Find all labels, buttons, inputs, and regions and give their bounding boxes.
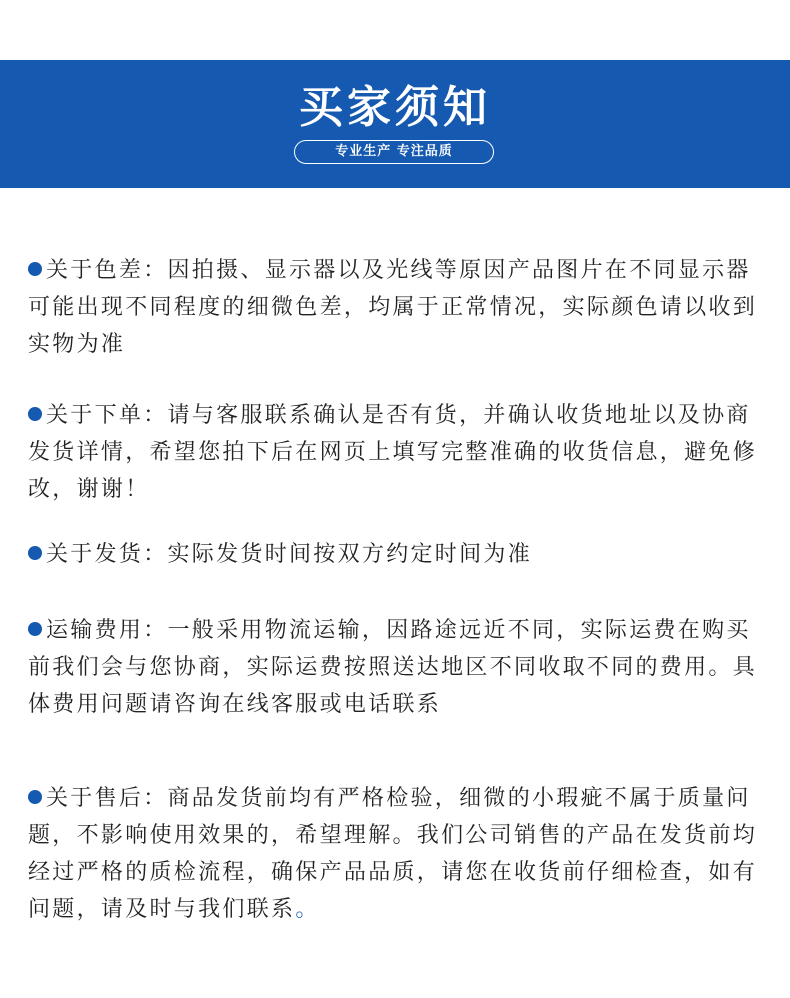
notice-after-sales xyxy=(28,780,768,928)
bullet-dot-icon xyxy=(28,622,42,636)
notice-ordering xyxy=(28,397,768,508)
bullet-dot-icon xyxy=(28,546,42,560)
notice-shipping xyxy=(28,536,768,573)
notice-text: 关于发货：实际发货时间按双方约定时间为准 xyxy=(46,542,533,567)
bullet-dot-icon xyxy=(28,407,42,421)
tagline-badge: 专业生产 专注品质 xyxy=(294,140,494,164)
page-title: 买家须知 xyxy=(299,82,491,133)
bullet-dot-icon xyxy=(28,262,42,276)
notice-text: 关于色差：因拍摄、显示器以及光线等原因产品图片在不同显示器可能出现不同程度的细微色差，均属于正常情况，实际颜色请以收到实物为准 xyxy=(28,258,758,357)
notice-text: 运输费用：一般采用物流运输，因路途远近不同，实际运费在购买前我们会与您协商，实际运费按照送达地区不同收取不同的费用。具体费用问题请咨询在线客服或电话联系 xyxy=(28,618,758,717)
end-mark: 。 xyxy=(295,897,320,922)
bullet-dot-icon xyxy=(28,790,42,804)
notice-text: 关于售后：商品发货前均有严格检验，细微的小瑕疵不属于质量问题，不影响使用效果的，希望理解。我们公司销售的产品在发货前均经过严格的质检流程，确保产品品质，请您在收货前仔细检查，如有问题，请及时与我们联系 xyxy=(28,786,758,922)
notice-freight-cost xyxy=(28,612,768,723)
notice-color-difference xyxy=(28,252,768,363)
notice-text: 关于下单：请与客服联系确认是否有货，并确认收货地址以及协商发货详情，希望您拍下后在网页上填写完整准确的收货信息，避免修改，谢谢！ xyxy=(28,403,758,502)
